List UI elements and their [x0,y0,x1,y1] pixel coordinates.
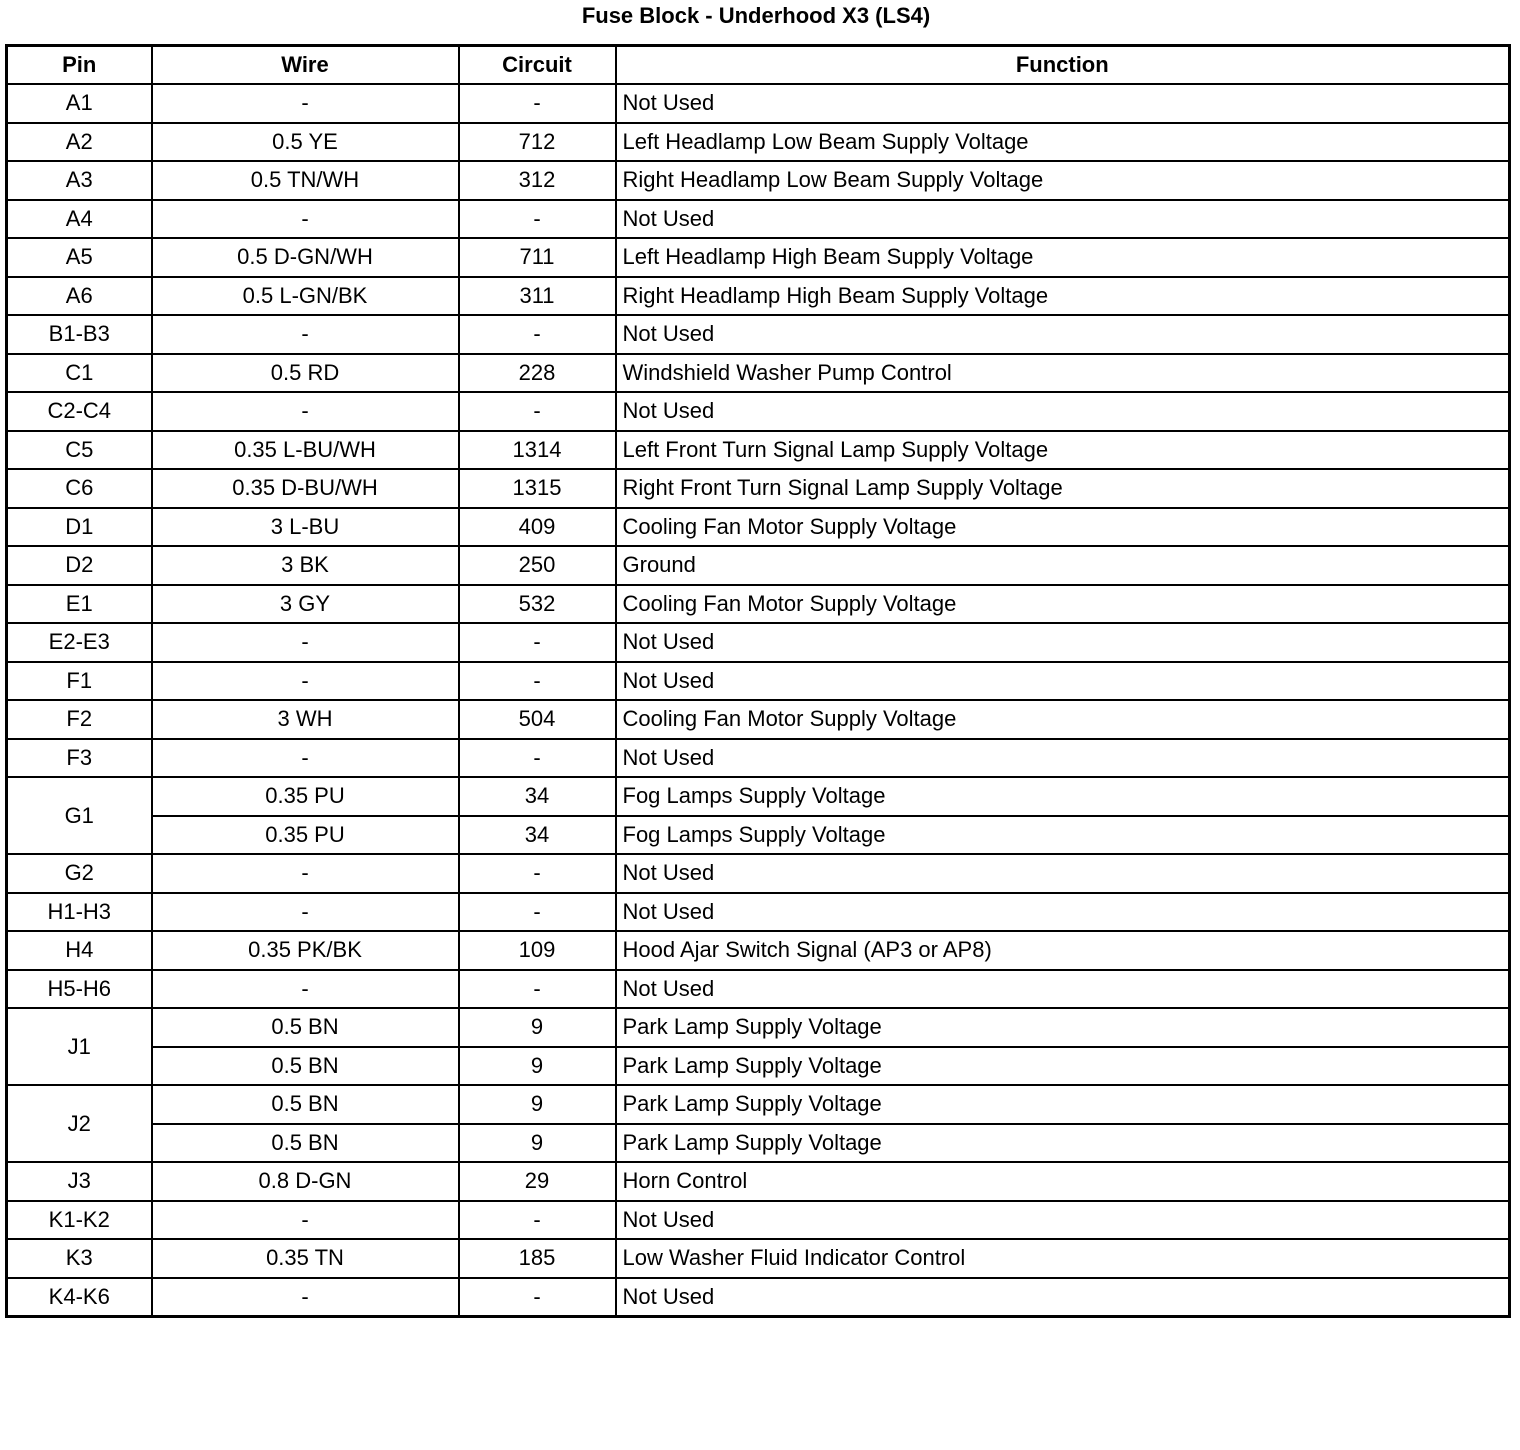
function-cell: Left Front Turn Signal Lamp Supply Voltage [616,431,1510,470]
function-cell: Cooling Fan Motor Supply Voltage [616,585,1510,624]
pin-cell: J3 [7,1162,152,1201]
circuit-cell: - [459,739,616,778]
wire-cell: 0.5 YE [152,123,459,162]
wire-cell: - [152,200,459,239]
circuit-cell: - [459,893,616,932]
table-header-row [7,46,1510,85]
pin-cell: A5 [7,238,152,277]
pin-cell: A6 [7,277,152,316]
wire-cell: - [152,854,459,893]
function-cell: Right Headlamp Low Beam Supply Voltage [616,161,1510,200]
function-cell: Not Used [616,854,1510,893]
pin-cell: A3 [7,161,152,200]
wire-cell: - [152,84,459,123]
wire-cell: - [152,1278,459,1317]
wire-cell: 3 GY [152,585,459,624]
header-wire: Wire [152,46,459,85]
table-row [7,1085,1510,1124]
pin-cell: C2-C4 [7,392,152,431]
circuit-cell: 185 [459,1239,616,1278]
wire-cell: 0.35 PK/BK [152,931,459,970]
table-row [7,1162,1510,1201]
function-cell: Not Used [616,623,1510,662]
circuit-cell: 109 [459,931,616,970]
table-row [7,623,1510,662]
table-row [7,1201,1510,1240]
function-cell: Not Used [616,1201,1510,1240]
table-row [7,1047,1510,1086]
circuit-cell: - [459,315,616,354]
table-row [7,546,1510,585]
table-row [7,431,1510,470]
pin-cell: K4-K6 [7,1278,152,1317]
function-cell: Horn Control [616,1162,1510,1201]
wire-cell: - [152,1201,459,1240]
table-row [7,777,1510,816]
wire-cell: 0.35 PU [152,816,459,855]
pin-cell: D1 [7,508,152,547]
header-function: Function [616,46,1510,85]
circuit-cell: 9 [459,1047,616,1086]
circuit-cell: - [459,623,616,662]
circuit-cell: - [459,1201,616,1240]
circuit-cell: 228 [459,354,616,393]
circuit-cell: - [459,392,616,431]
wire-cell: - [152,893,459,932]
pin-cell: F2 [7,700,152,739]
function-cell: Not Used [616,893,1510,932]
function-cell: Not Used [616,970,1510,1009]
function-cell: Not Used [616,315,1510,354]
table-row [7,469,1510,508]
function-cell: Left Headlamp High Beam Supply Voltage [616,238,1510,277]
wire-cell: 0.5 BN [152,1047,459,1086]
pin-cell: K1-K2 [7,1201,152,1240]
circuit-cell: - [459,970,616,1009]
function-cell: Low Washer Fluid Indicator Control [616,1239,1510,1278]
function-cell: Hood Ajar Switch Signal (AP3 or AP8) [616,931,1510,970]
function-cell: Park Lamp Supply Voltage [616,1047,1510,1086]
pin-cell: F1 [7,662,152,701]
wire-cell: 0.35 PU [152,777,459,816]
table-row [7,1008,1510,1047]
circuit-cell: 1314 [459,431,616,470]
circuit-cell: 9 [459,1124,616,1163]
header-circuit: Circuit [459,46,616,85]
table-row [7,1124,1510,1163]
function-cell: Cooling Fan Motor Supply Voltage [616,508,1510,547]
table-row [7,662,1510,701]
function-cell: Not Used [616,739,1510,778]
wire-cell: 0.5 BN [152,1085,459,1124]
circuit-cell: 712 [459,123,616,162]
table-row [7,1278,1510,1317]
circuit-cell: 409 [459,508,616,547]
wire-cell: - [152,315,459,354]
pin-cell: K3 [7,1239,152,1278]
pin-cell: J1 [7,1008,152,1085]
wire-cell: - [152,662,459,701]
circuit-cell: 504 [459,700,616,739]
table-row [7,508,1510,547]
circuit-cell: - [459,854,616,893]
pin-cell: C5 [7,431,152,470]
wire-cell: - [152,970,459,1009]
circuit-cell: 250 [459,546,616,585]
circuit-cell: 711 [459,238,616,277]
table-row [7,315,1510,354]
function-cell: Park Lamp Supply Voltage [616,1124,1510,1163]
pin-cell: J2 [7,1085,152,1162]
table-row [7,161,1510,200]
function-cell: Not Used [616,200,1510,239]
wire-cell: 3 BK [152,546,459,585]
wire-cell: 0.35 D-BU/WH [152,469,459,508]
circuit-cell: 312 [459,161,616,200]
table-row [7,238,1510,277]
function-cell: Right Headlamp High Beam Supply Voltage [616,277,1510,316]
table-row [7,1239,1510,1278]
pin-cell: E2-E3 [7,623,152,662]
wire-cell: 0.5 RD [152,354,459,393]
wire-cell: 0.35 TN [152,1239,459,1278]
function-cell: Left Headlamp Low Beam Supply Voltage [616,123,1510,162]
pin-cell: H5-H6 [7,970,152,1009]
circuit-cell: 34 [459,777,616,816]
circuit-cell: - [459,84,616,123]
pin-cell: A4 [7,200,152,239]
pin-cell: A1 [7,84,152,123]
wire-cell: 0.5 BN [152,1008,459,1047]
pin-cell: B1-B3 [7,315,152,354]
table-body [7,84,1510,1316]
circuit-cell: 311 [459,277,616,316]
pin-cell: A2 [7,123,152,162]
circuit-cell: - [459,1278,616,1317]
wire-cell: 0.8 D-GN [152,1162,459,1201]
wire-cell: 0.5 BN [152,1124,459,1163]
table-row [7,893,1510,932]
table-row [7,200,1510,239]
pin-cell: C6 [7,469,152,508]
function-cell: Ground [616,546,1510,585]
circuit-cell: 9 [459,1008,616,1047]
pin-cell: D2 [7,546,152,585]
table-row [7,739,1510,778]
wire-cell: 3 WH [152,700,459,739]
circuit-cell: 34 [459,816,616,855]
wire-cell: 0.35 L-BU/WH [152,431,459,470]
table-row [7,585,1510,624]
circuit-cell: 9 [459,1085,616,1124]
wire-cell: - [152,739,459,778]
table-row [7,816,1510,855]
wire-cell: 0.5 TN/WH [152,161,459,200]
wire-cell: - [152,623,459,662]
pinout-table [5,44,1511,1318]
pin-cell: F3 [7,739,152,778]
circuit-cell: 29 [459,1162,616,1201]
page-title: Fuse Block - Underhood X3 (LS4) [581,3,931,28]
function-cell: Fog Lamps Supply Voltage [616,777,1510,816]
wire-cell: - [152,392,459,431]
function-cell: Not Used [616,84,1510,123]
table-row [7,854,1510,893]
function-cell: Not Used [616,662,1510,701]
circuit-cell: 1315 [459,469,616,508]
table-row [7,392,1510,431]
pin-cell: C1 [7,354,152,393]
table-row [7,354,1510,393]
function-cell: Cooling Fan Motor Supply Voltage [616,700,1510,739]
table-row [7,700,1510,739]
table-row [7,123,1510,162]
table-row [7,970,1510,1009]
table-row [7,277,1510,316]
table-row [7,84,1510,123]
wire-cell: 0.5 D-GN/WH [152,238,459,277]
function-cell: Fog Lamps Supply Voltage [616,816,1510,855]
circuit-cell: 532 [459,585,616,624]
header-pin: Pin [7,46,152,85]
table-row [7,931,1510,970]
pin-cell: H1-H3 [7,893,152,932]
pin-cell: G1 [7,777,152,854]
function-cell: Not Used [616,392,1510,431]
function-cell: Park Lamp Supply Voltage [616,1008,1510,1047]
function-cell: Not Used [616,1278,1510,1317]
wire-cell: 0.5 L-GN/BK [152,277,459,316]
circuit-cell: - [459,662,616,701]
function-cell: Park Lamp Supply Voltage [616,1085,1510,1124]
pin-cell: E1 [7,585,152,624]
pin-cell: G2 [7,854,152,893]
pin-cell: H4 [7,931,152,970]
function-cell: Windshield Washer Pump Control [616,354,1510,393]
function-cell: Right Front Turn Signal Lamp Supply Voltage [616,469,1510,508]
wire-cell: 3 L-BU [152,508,459,547]
circuit-cell: - [459,200,616,239]
